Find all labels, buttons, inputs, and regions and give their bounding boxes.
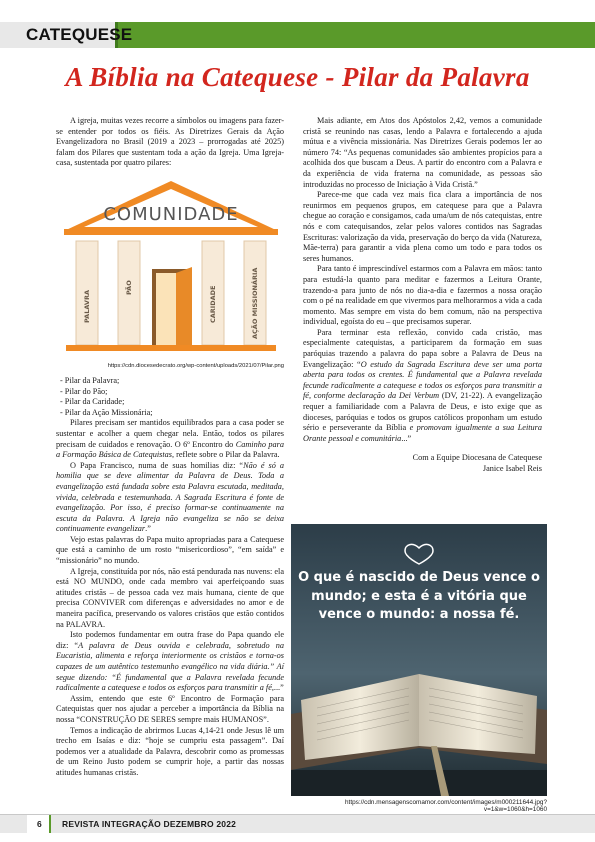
- door-light: [156, 273, 176, 345]
- list-item: - Pilar da Palavra;: [60, 375, 120, 385]
- photo-caption: https://cdn.mensagenscomamor.com/content/images/m000211644.jpg?v=1&w=1060&h=1060: [344, 799, 547, 813]
- pillar-list: [56, 376, 284, 418]
- paragraph: Vejo estas palavras do Papa muito apropriadas para a Catequese que está a caminho de um rosto “misericordioso”, “em saída” e “missionário” no mundo.: [56, 534, 284, 566]
- paragraph: O Papa Francisco, numa de suas homilias diz: “Não é só a homilia que se deve alimentar da Palavra de Deus. Toda a evangelização está fundada sobre esta Palavra escutada, meditada, vivida, celebrada e testemunhada. A Sagrada Escritura é fonte de evangelização. Por isso, é preciso formar-se continuamente na escuta da Palavra. A Igreja não evangeliza se não se deixa continuamente evangelizar.”: [56, 460, 284, 534]
- quote-text: O que é nascido de Deus vence o mundo; e esta é a vitória que vence o mundo: a nossa fé.: [298, 570, 540, 622]
- column-right: [303, 116, 542, 474]
- signature-team: Com a Equipe Diocesana de Catequese: [412, 453, 542, 463]
- list-item: - Pilar do Pão;: [60, 386, 108, 396]
- column-left: [56, 116, 284, 779]
- paragraph: Assim, entendo que este 6º Encontro de Formação para Catequistas quer nos ajudar a perceber a importância da Bíblia na nossa “CONSTRUÇÃO DE SERES sempre mais HUMANOS”.: [56, 693, 284, 724]
- pillar-label-3: CARIDADE: [209, 285, 217, 323]
- paragraph-intro: A igreja, muitas vezes recorre a símbolos ou imagens para fazer-se entender por todos os fiéis. As Diretrizes Gerais da Ação Evangelizadora no Brasil (2019 a 2023 – prorrogadas até 2025) falam dos Pilares que sustentam toda a ação da Igreja. Uma Igreja-casa, sustentada por quatro pilares:: [56, 116, 284, 168]
- list-item: - Pilar da Caridade;: [60, 397, 125, 407]
- pillar-label-2: PÃO: [125, 280, 133, 295]
- signature-author: Janice Isabel Reis: [482, 464, 542, 474]
- section-header-bar: [0, 22, 595, 48]
- bible-quote-image: [291, 524, 547, 796]
- illustration-caption: https://cdn.diocesedecrato.org/wp-content/uploads/2021/07/Pilar.png: [107, 362, 284, 369]
- page-number: 6: [37, 819, 42, 829]
- pillars-illustration: [56, 173, 284, 361]
- open-bible-photo: [291, 524, 547, 796]
- magazine-name: REVISTA INTEGRAÇÃO DEZEMBRO 2022: [62, 819, 237, 829]
- paragraph: Isto podemos fundamentar em outra frase do Papa quando ele diz: “A palavra de Deus ouvida e celebrada, sobretudo na Eucaristia, alimenta e reforça interiormente os cristãos e torna-os capazes de um autêntico testemunho evangélico na vida diária.” Aí segue dizendo: “É fundamental que a Palavra revelada fecunde radicalmente a catequese e todos os esforços para transmitir a fé,...”: [56, 630, 284, 693]
- signature: [303, 452, 542, 474]
- roof-label: COMUNIDADE: [103, 203, 239, 225]
- paragraph: Pilares precisam ser mantidos equilibrados para a casa poder se sustentar e acolher a quem chegar nela. Então, todos os pilares precisam de cuidados e renovação. O 6º Encontro do Caminho para a Formação Básica de Catequistas, reflete sobre o Pilar da Palavra.: [56, 418, 285, 460]
- paragraph: Mais adiante, em Atos dos Apóstolos 2,42, vemos a comunidade cristã se reunindo nas casas, lendo a Palavra e fortalecendo a ajuda mútua e a vivência missionária. Nas Diretrizes Gerais podemos ler ao número 74: “As pequenas comunidades são ambientes propícios para a acolhida dos que buscam a Deus. A partir do encontro com a Palavra e da experiência de vida fraterna na comunidade, as pessoas são introduzidas no processo de Iniciação à Vida Cristã.”: [303, 116, 542, 189]
- section-label: CATEQUESE: [26, 25, 133, 44]
- page-footer: [0, 814, 595, 833]
- article-title: A Bíblia na Catequese - Pilar da Palavra: [65, 62, 530, 92]
- roof-beam: [64, 229, 278, 235]
- house-pillars-icon: [60, 173, 282, 359]
- table-surface: [291, 770, 547, 796]
- section-label-box: [0, 22, 133, 48]
- paragraph: Para terminar esta reflexão, convido cada cristão, mas especialmente catequistas, a participarem da formação em suas paróquias trazendo a palavra do papa sobre a Palavra de Deus na Evangelização: “O estudo da Sagrada Escritura deve ser uma porta aberta para todos os crentes. É fundamental que a Palavra revelada fecunde radicalmente a catequese e todos os esforços para transmitir a fé, conforme declaração da Dei Verbum (DV, 21-22). A evangelização requer a familiaridade com a Palavra de Deus, e isto exige que as dioceses, paróquias e todos os grupos católicos proponham um estudo sério e perseverante da Bíblia e promovam igualmente a sua Leitura Orante pessoal e comunitária...”: [303, 327, 543, 443]
- pillar-label-1: PALAVRA: [83, 289, 91, 323]
- door-panel: [176, 267, 192, 347]
- paragraph: A Igreja, constituída por nós, não está pendurada nas nuvens: ela está NO MUNDO, onde cada membro vai aperfeiçoando suas atitudes cristãs – de pessoa cada vez mais humana, ciente de que precisa CONVIVER com diferenças e adversidades no amor e de maneira pacífica, preservando os valores cristãos que estão contidos na PALAVRA.: [56, 566, 284, 629]
- base-beam: [66, 345, 276, 351]
- list-item: - Pilar da Ação Missionária;: [60, 407, 153, 417]
- paragraph: Parece-me que cada vez mais fica clara a importância de nos reunirmos em pequenos grupos, em catequese para que a Palavra chegue ao coração e consigamos, cada uma/um de nós catequistas, entre nós e com catequisandos, zelar pelos valores contidos nas Sagradas Escrituras: valorização da vida, preservação do berço da vida (Natureza, Mãe-terra) para garantir a vida plena como um todo e para todos os seres humanos.: [303, 190, 542, 263]
- paragraph: Para tanto é imprescindível estarmos com a Palavra em mãos: tanto para estudá-la quanto para meditar e fazermos a Leitura Orante, trazendo-a para junto de nós no dia-a-dia e fazermos a nossa oração com o pé na realidade em que vivermos para melhorarmos a vida a cada momento. Mas sempre em vista do bem comum, não na perspectiva individual, egoísta do eu – que precisamos superar.: [303, 264, 542, 327]
- paragraph: Temos a indicação de abrirmos Lucas 4,14-21 onde Jesus lê um trecho em Isaías e diz: “hoje se cumpriu esta passagem”. Daí podemos ver a atualidade da Palavra, descobrir como as promessas de um Reino Justo podem se cumprir hoje, a partir das nossas atitudes humanas cristãs.: [56, 725, 284, 777]
- pillar-label-4: AÇÃO MISSIONÁRIA: [251, 267, 259, 339]
- page-number-box: [27, 815, 51, 833]
